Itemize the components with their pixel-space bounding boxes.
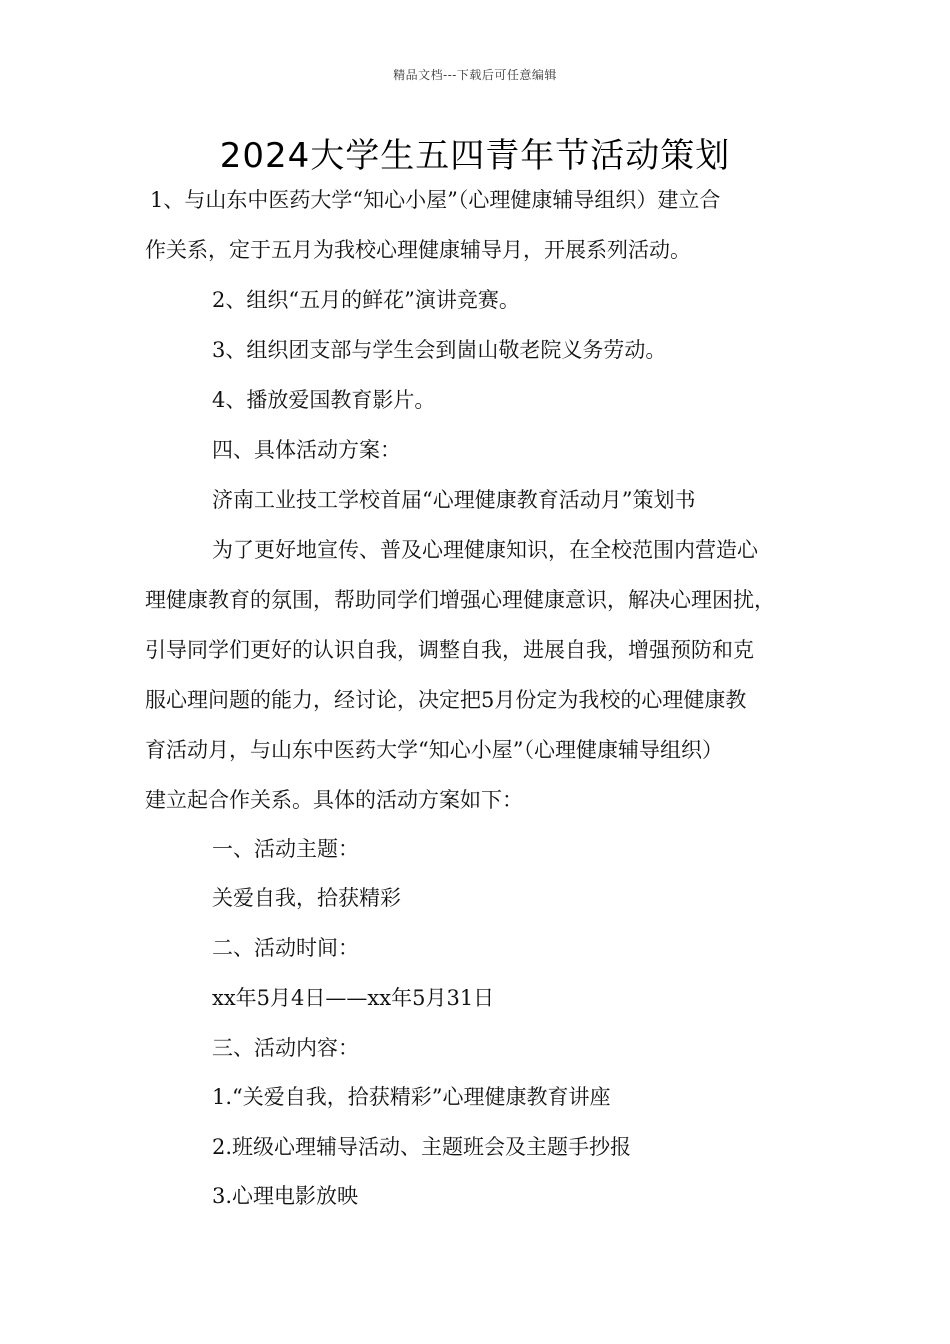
paragraph-line: 建立起合作关系。具体的活动方案如下： — [145, 788, 523, 812]
header-note: 精品文档---下载后可任意编辑 — [393, 68, 557, 82]
section-heading: 四、具体活动方案： — [212, 438, 401, 462]
paragraph-line: 关爱自我，拾获精彩 — [212, 886, 401, 910]
document-title: 2024大学生五四青年节活动策划 — [219, 136, 731, 176]
paragraph-line: 为了更好地宣传、普及心理健康知识，在全校范围内营造心 — [212, 538, 758, 562]
section-heading: 三、活动内容： — [212, 1036, 359, 1060]
paragraph-line: 引导同学们更好的认识自我，调整自我，进展自我，增强预防和克 — [145, 638, 754, 662]
section-heading: 二、活动时间： — [212, 936, 359, 960]
list-item: 3、组织团支部与学生会到崮山敬老院义务劳动。 — [212, 338, 667, 362]
paragraph-line: 作关系，定于五月为我校心理健康辅导月，开展系列活动。 — [145, 238, 691, 262]
paragraph-line: 理健康教育的氛围，帮助同学们增强心理健康意识，解决心理困扰， — [145, 588, 775, 612]
paragraph-line: xx年5月4日——xx年5月31日 — [212, 986, 495, 1010]
paragraph-line: 1、与山东中医药大学“知心小屋”（心理健康辅导组织）建立合 — [150, 188, 721, 212]
list-item: 3.心理电影放映 — [212, 1184, 359, 1208]
list-item: 1.“关爱自我，拾获精彩”心理健康教育讲座 — [212, 1085, 611, 1109]
list-item: 2、组织“五月的鲜花”演讲竞赛。 — [212, 288, 520, 312]
list-item: 4、播放爱国教育影片。 — [212, 388, 436, 412]
paragraph-line: 服心理问题的能力，经讨论，决定把5月份定为我校的心理健康教 — [145, 688, 747, 712]
paragraph-line: 育活动月，与山东中医药大学“知心小屋”（心理健康辅导组织） — [145, 738, 723, 762]
subtitle-line: 济南工业技工学校首届“心理健康教育活动月”策划书 — [212, 488, 696, 512]
section-heading: 一、活动主题： — [212, 837, 359, 861]
list-item: 2.班级心理辅导活动、主题班会及主题手抄报 — [212, 1135, 632, 1159]
